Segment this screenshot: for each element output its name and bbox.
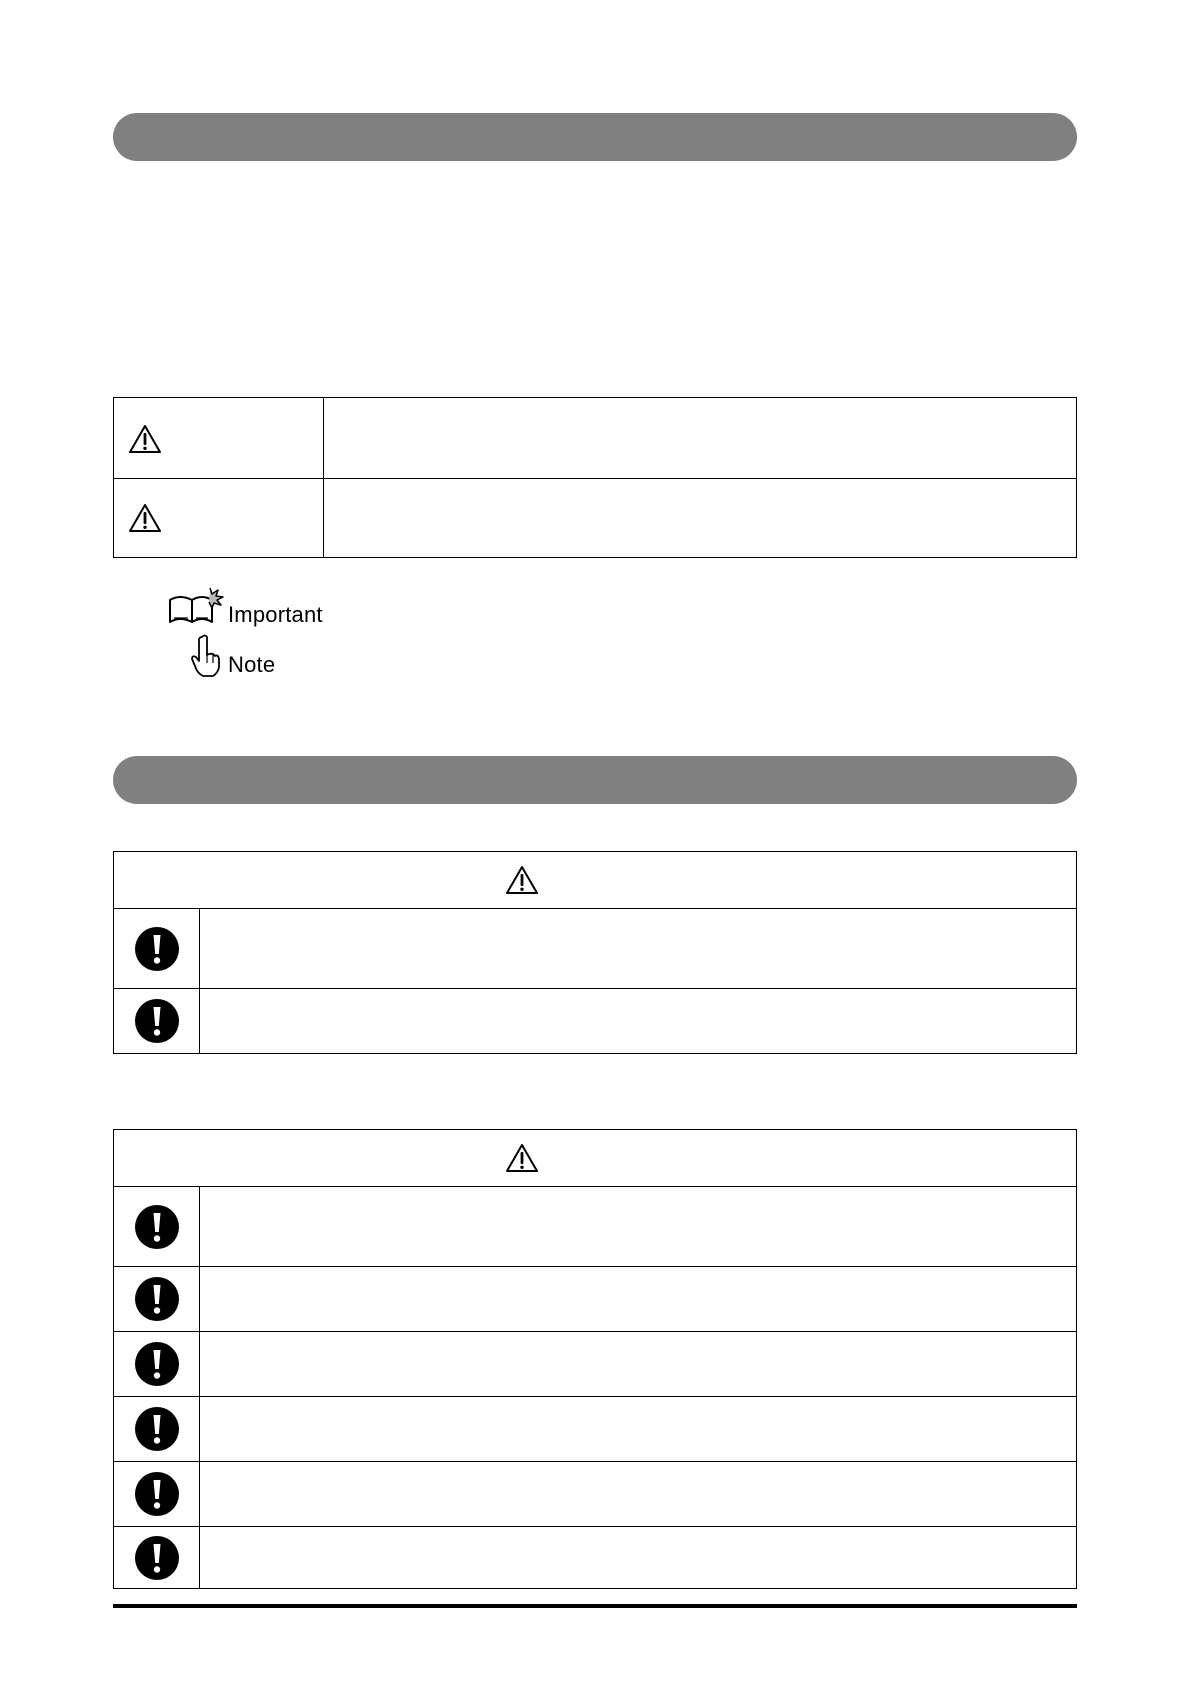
table-row [114,1526,1076,1589]
caution-precautions-table [113,1129,1077,1589]
table-header-row [114,1130,1076,1186]
caution-triangle-icon [505,1143,539,1173]
table-header-row [114,852,1076,908]
table-row [114,988,1076,1054]
note-label: Note [228,652,276,677]
mandatory-action-icon [134,1204,180,1250]
column-divider [199,1332,200,1397]
table-row [114,1266,1076,1332]
column-divider [199,909,200,989]
mandatory-action-icon [134,1341,180,1387]
legend-row-warning [114,398,1076,478]
warning-triangle-icon [128,424,162,454]
warning-precautions-table [113,851,1077,1054]
column-divider [199,989,200,1054]
legend-row-caution [114,478,1076,559]
symbol-legend-table [113,397,1077,558]
column-divider [199,1187,200,1267]
table-row [114,1186,1076,1267]
mandatory-action-icon [134,1276,180,1322]
section-heading-bar [113,113,1077,161]
mandatory-action-icon [134,998,180,1044]
table-row [114,1331,1076,1397]
mandatory-action-icon [134,1535,180,1581]
mandatory-action-icon [134,1471,180,1517]
mandatory-action-icon [134,1406,180,1452]
mandatory-action-icon [134,926,180,972]
table-row [114,1461,1076,1527]
caution-triangle-icon [128,503,162,533]
column-divider [199,1397,200,1462]
table-row [114,1396,1076,1462]
book-icon [166,586,224,626]
column-divider [199,1462,200,1527]
table-row [114,908,1076,989]
column-divider [199,1527,200,1589]
important-label: Important [228,602,323,627]
column-divider [199,1267,200,1332]
footer-rule [113,1604,1077,1608]
pointing-hand-icon [188,633,222,679]
section-heading-bar [113,756,1077,804]
warning-triangle-icon [505,865,539,895]
